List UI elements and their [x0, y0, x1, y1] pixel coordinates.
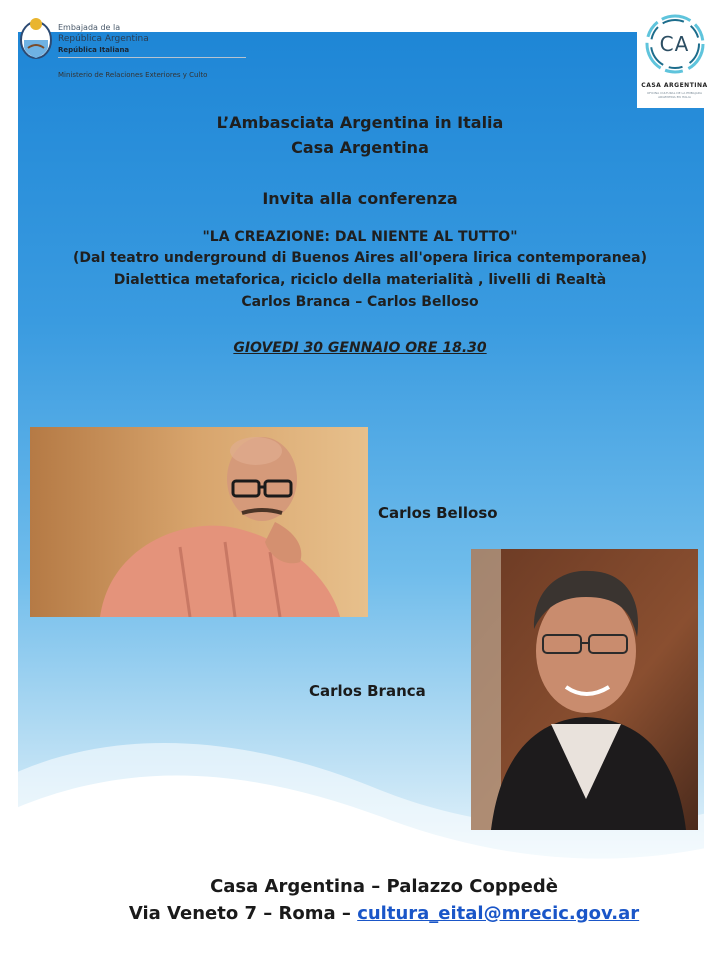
- carlos-belloso-photo: [30, 427, 368, 617]
- ministry-line-1: Embajada de la: [58, 23, 121, 32]
- ministry-divider: [58, 57, 246, 58]
- embassy-line: L’Ambasciata Argentina in Italia: [216, 113, 504, 132]
- ministry-logo: [18, 14, 248, 84]
- ministry-line-3: República Italiana: [58, 46, 130, 54]
- event-date: GIOVEDI 30 GENNAIO ORE 18.30: [233, 340, 487, 356]
- conference-theme: Dialettica metaforica, riciclo della materialità , livelli di Realtà: [113, 272, 607, 288]
- address-text: Via Veneto 7 – Roma –: [128, 903, 358, 924]
- carlos-branca-photo: [471, 549, 698, 830]
- logo-brand: CASA ARGENTINA: [641, 82, 708, 89]
- logo-subtitle: OFICINA CULTURAL DE LA EMBAJADA ARGENTINA EN ITALIA: [646, 91, 703, 99]
- carlos-branca-name: Carlos Branca: [309, 682, 426, 700]
- ministry-line-4: Ministerio de Relaciones Exteriores y Culto: [58, 71, 208, 79]
- conference-subtitle: (Dal teatro underground di Buenos Aires all'opera lirica contemporanea): [72, 250, 648, 266]
- argentina-seal-icon: [18, 14, 54, 64]
- casa-argentina-line: Casa Argentina: [291, 138, 429, 157]
- ministry-line-2: República Argentina: [58, 34, 149, 44]
- venue-line: Casa Argentina – Palazzo Coppedè: [210, 876, 558, 897]
- carlos-belloso-name: Carlos Belloso: [378, 504, 498, 522]
- casa-argentina-logo: [637, 8, 712, 108]
- address-line: [24, 903, 720, 924]
- email-link[interactable]: cultura_eital@mrecic.gov.ar: [357, 903, 640, 924]
- conference-title: "LA CREAZIONE: DAL NIENTE AL TUTTO": [202, 229, 518, 245]
- invitation-line: Invita alla conferenza: [262, 189, 458, 208]
- speakers-line: Carlos Branca – Carlos Belloso: [241, 294, 479, 310]
- logo-initials: CA: [659, 32, 690, 56]
